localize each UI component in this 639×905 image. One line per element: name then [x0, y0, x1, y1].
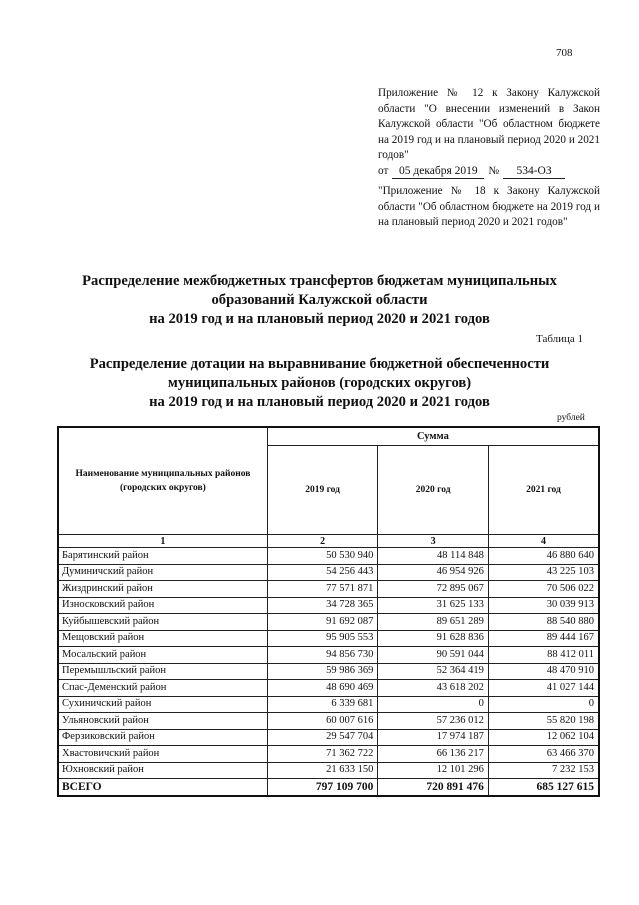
district-name: Перемышльский район: [58, 663, 267, 680]
value-2019: 71 362 722: [267, 746, 378, 763]
district-name: Ферзиковский район: [58, 729, 267, 746]
table-row: [58, 564, 599, 581]
value-2021: 88 540 880: [488, 614, 599, 631]
district-name: Барятинский район: [58, 548, 267, 565]
annex-date-line: [378, 164, 600, 180]
value-2020: 17 974 187: [378, 729, 489, 746]
value-2021: 55 820 198: [488, 713, 599, 730]
table-row: [58, 680, 599, 697]
value-2019: 77 571 871: [267, 581, 378, 598]
value-2019: 59 986 369: [267, 663, 378, 680]
district-name: Спас-Деменский район: [58, 680, 267, 697]
value-2019: 48 690 469: [267, 680, 378, 697]
column-index: 3: [378, 535, 489, 548]
district-name: Мосальский район: [58, 647, 267, 664]
table-row: [58, 614, 599, 631]
table-label: Таблица 1: [536, 333, 584, 345]
main-title-line-3: на 2019 год и на плановый период 2020 и 2021 годов: [149, 311, 490, 327]
district-name: Куйбышевский район: [58, 614, 267, 631]
value-2019: 29 547 704: [267, 729, 378, 746]
value-2020: 43 618 202: [378, 680, 489, 697]
header-year-2019: 2019 год: [267, 446, 378, 535]
value-2020: 12 101 296: [378, 762, 489, 779]
value-2020: 72 895 067: [378, 581, 489, 598]
value-2020: 48 114 848: [378, 548, 489, 565]
column-index: 1: [58, 535, 267, 548]
value-2021: 46 880 640: [488, 548, 599, 565]
annex-number: 534-ОЗ: [503, 165, 565, 179]
table-row: [58, 762, 599, 779]
total-2019: 797 109 700: [267, 779, 378, 797]
from-label: от: [378, 164, 389, 177]
table-row: [58, 663, 599, 680]
table-title-line-1: Распределение дотации на выравнивание бюджетной обеспеченности: [89, 356, 550, 372]
total-2021: 685 127 615: [488, 779, 599, 797]
total-row: [58, 779, 599, 797]
value-2019: 21 633 150: [267, 762, 378, 779]
value-2021: 89 444 167: [488, 630, 599, 647]
value-2020: 66 136 217: [378, 746, 489, 763]
value-2019: 50 530 940: [267, 548, 378, 565]
value-2019: 54 256 443: [267, 564, 378, 581]
table-row: [58, 548, 599, 565]
district-name: Мещовский район: [58, 630, 267, 647]
value-2019: 6 339 681: [267, 696, 378, 713]
header-sum: Сумма: [267, 427, 599, 446]
annex-original-reference: "Приложение № 18 к Закону Калужской области "Об областном бюджете на 2019 год и на плановый период 2020 и 2021 годов": [378, 185, 600, 228]
column-index: 2: [267, 535, 378, 548]
value-2020: 31 625 133: [378, 597, 489, 614]
value-2021: 43 225 103: [488, 564, 599, 581]
allocation-table: [57, 426, 600, 797]
district-name: Сухиничский район: [58, 696, 267, 713]
value-2021: 12 062 104: [488, 729, 599, 746]
value-2021: 48 470 910: [488, 663, 599, 680]
value-2021: 70 506 022: [488, 581, 599, 598]
main-title-line-2: образований Калужской области: [211, 292, 428, 308]
district-name: Жиздринский район: [58, 581, 267, 598]
table-row: [58, 713, 599, 730]
value-2019: 34 728 365: [267, 597, 378, 614]
table-row: [58, 696, 599, 713]
header-year-2021: 2021 год: [488, 446, 599, 535]
table-row: [58, 729, 599, 746]
column-index: 4: [488, 535, 599, 548]
value-2021: 30 039 913: [488, 597, 599, 614]
value-2020: 91 628 836: [378, 630, 489, 647]
value-2020: 89 651 289: [378, 614, 489, 631]
value-2019: 94 856 730: [267, 647, 378, 664]
value-2020: 52 364 419: [378, 663, 489, 680]
value-2021: 0: [488, 696, 599, 713]
column-index-row: [58, 535, 599, 548]
annex-date: 05 декабря 2019: [392, 165, 484, 179]
district-name: Думиничский район: [58, 564, 267, 581]
value-2020: 57 236 012: [378, 713, 489, 730]
value-2020: 0: [378, 696, 489, 713]
value-2019: 60 007 616: [267, 713, 378, 730]
table-row: [58, 647, 599, 664]
main-title: [0, 272, 639, 329]
annex-reference: [378, 86, 600, 179]
total-2020: 720 891 476: [378, 779, 489, 797]
number-label: №: [488, 164, 500, 177]
main-title-line-1: Распределение межбюджетных трансфертов бюджетам муниципальных: [82, 273, 557, 289]
district-name: Износковский район: [58, 597, 267, 614]
table-title-line-3: на 2019 год и на плановый период 2020 и 2021 годов: [149, 394, 490, 410]
district-name: Хвастовичский район: [58, 746, 267, 763]
page-number: 708: [556, 47, 573, 59]
units-label: рублей: [557, 413, 585, 423]
value-2019: 95 905 553: [267, 630, 378, 647]
value-2020: 46 954 926: [378, 564, 489, 581]
value-2021: 41 027 144: [488, 680, 599, 697]
header-year-2020: 2020 год: [378, 446, 489, 535]
annex-text: Приложение № 12 к Закону Калужской области "О внесении изменений в Закон Калужской области "Об областном бюджете на 2019 год и на плановый период 2020 и 2021 годов": [378, 87, 600, 161]
table-row: [58, 597, 599, 614]
value-2021: 88 412 011: [488, 647, 599, 664]
value-2020: 90 591 044: [378, 647, 489, 664]
value-2019: 91 692 087: [267, 614, 378, 631]
table-row: [58, 581, 599, 598]
value-2021: 63 466 370: [488, 746, 599, 763]
table-row: [58, 746, 599, 763]
table-title: [0, 355, 639, 412]
value-2021: 7 232 153: [488, 762, 599, 779]
district-name: Ульяновский район: [58, 713, 267, 730]
table-title-line-2: муниципальных районов (городских округов): [167, 375, 472, 391]
table-row: [58, 630, 599, 647]
district-name: Юхновский район: [58, 762, 267, 779]
total-label: ВСЕГО: [58, 779, 267, 797]
header-name: Наименование муниципальных районов (городских округов): [58, 427, 267, 535]
